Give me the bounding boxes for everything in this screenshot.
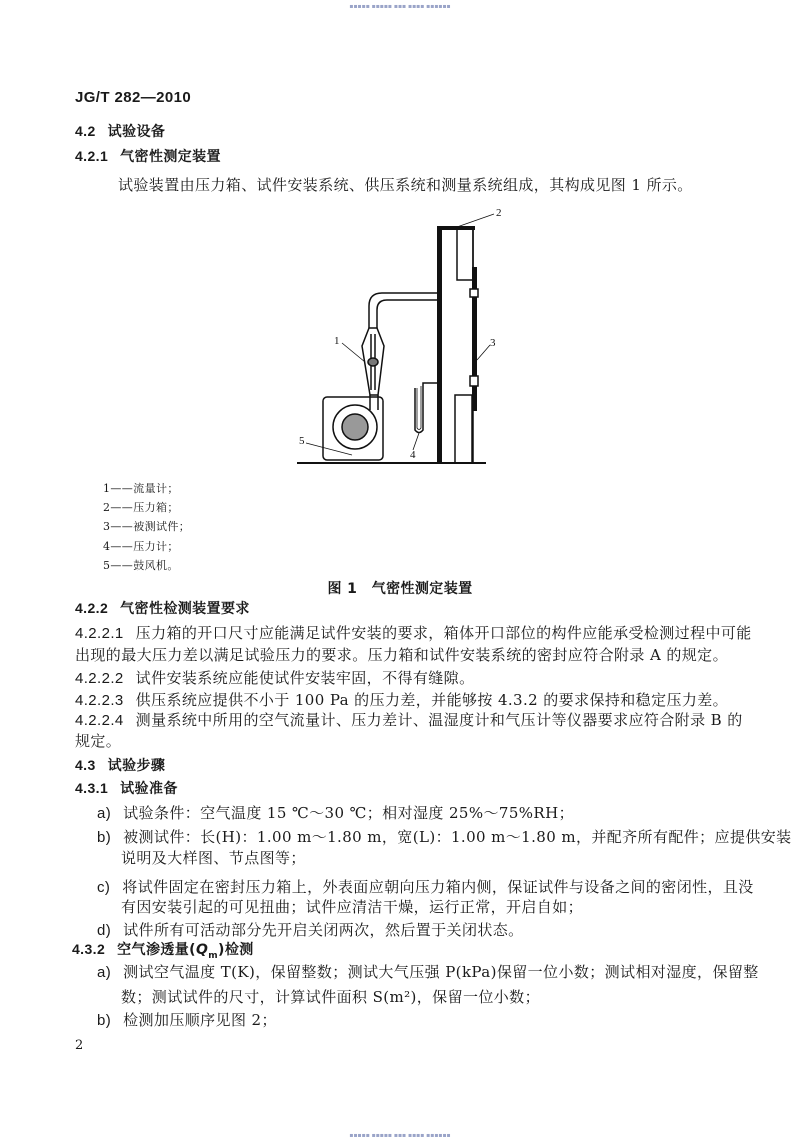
section-4-3-1-heading: 4.3.1 试验准备 [75,780,178,797]
section-4-2-2-1-cont: 出现的最大压力差以满足试验压力的要求。压力箱和试件安装系统的密封应符合附录 A 的规定。 [75,646,728,664]
section-4-2-2-4: 4.2.2.4 测量系统中所用的空气流量计、压力差计、温湿度计和气压计等仪器要求应符合附录 B 的 [75,711,743,729]
section-4-2-heading: 4.2 试验设备 [75,123,166,140]
figure-label-4: 4 [410,449,416,461]
section-4-3-heading: 4.3 试验步骤 [75,757,166,774]
figure-label-1: 1 [334,335,340,347]
legend-item: 4——压力计； [103,540,179,553]
list-item-a: a) 测试空气温度 T(K)，保留整数；测试大气压强 P(kPa)保留一位小数；测试相对湿度，保留整 [97,963,759,981]
section-4-2-2-3: 4.2.2.3 供压系统应提供不小于 100 Pa 的压力差，并能够按 4.3.2 的要求保持和稳定压力差。 [75,691,729,709]
manometer [415,383,437,433]
list-item-d: d) 试件所有可活动部分先开启关闭两次，然后置于关闭状态。 [97,921,524,939]
section-4-2-2-2: 4.2.2.2 试件安装系统应能使试件安装牢固，不得有缝隙。 [75,669,475,687]
pressure-box [437,226,475,463]
legend-item: 5——鼓风机。 [103,559,179,572]
legend-item: 2——压力箱； [103,501,179,514]
legend-item: 3——被测试件； [103,520,191,533]
section-4-2-2-4-cont: 规定。 [75,732,122,750]
page-number: 2 [75,1038,84,1053]
watermark-bottom: ▪▪▪▪▪ ▪▪▪▪▪ ▪▪▪ ▪▪▪▪ ▪▪▪▪▪▪ [349,1132,451,1139]
standard-code: JG/T 282—2010 [75,89,192,106]
figure-label-2: 2 [496,207,502,219]
list-item-c: c) 将试件固定在密封压力箱上，外表面应朝向压力箱内侧，保证试件与设备之间的密闭性，且没 [97,878,754,896]
test-specimen [470,267,478,411]
section-4-2-1-heading: 4.2.1 气密性测定装置 [75,148,221,165]
list-item-a-cont: 数；测试试件的尺寸，计算试件面积 S(m²)，保留一位小数； [121,988,540,1006]
list-item-c-cont: 有因安装引起的可见扭曲；试件应清洁干燥，运行正常，开启自如； [121,898,584,916]
figure-label-3: 3 [490,337,496,349]
watermark-top: ▪▪▪▪▪ ▪▪▪▪▪ ▪▪▪ ▪▪▪▪ ▪▪▪▪▪▪ [349,3,451,10]
section-4-2-2-1: 4.2.2.1 压力箱的开口尺寸应能满足试件安装的要求，箱体开口部位的构件应能承受检测过程中可能 [75,624,752,642]
section-4-2-1-body: 试验装置由压力箱、试件安装系统、供压系统和测量系统组成，其构成见图 1 所示。 [118,176,693,194]
list-item-b: b) 被测试件：长(H)：1.00 m～1.80 m，宽(L)：1.00 m～1.80 m，并配齐所有配件；应提供安装 [97,828,792,846]
legend-item: 1——流量计； [103,482,179,495]
air-pipe [369,293,437,328]
figure-caption: 图 1 气密性测定装置 [327,581,473,597]
figure-label-5: 5 [299,435,305,447]
figure-1-diagram [0,0,800,480]
blower-fan [323,395,383,460]
flowmeter [362,328,384,395]
list-item-b-cont: 说明及大样图、节点图等； [121,849,306,867]
section-4-3-2-heading: 4.3.2 空气渗透量$(Q_m)$检测 [72,941,254,961]
list-item-b: b) 检测加压顺序见图 2； [97,1011,277,1029]
list-item-a: a) 试验条件：空气温度 15 ℃～30 ℃；相对湿度 25%～75%RH； [97,804,575,822]
section-4-2-2-heading: 4.2.2 气密性检测装置要求 [75,600,250,617]
